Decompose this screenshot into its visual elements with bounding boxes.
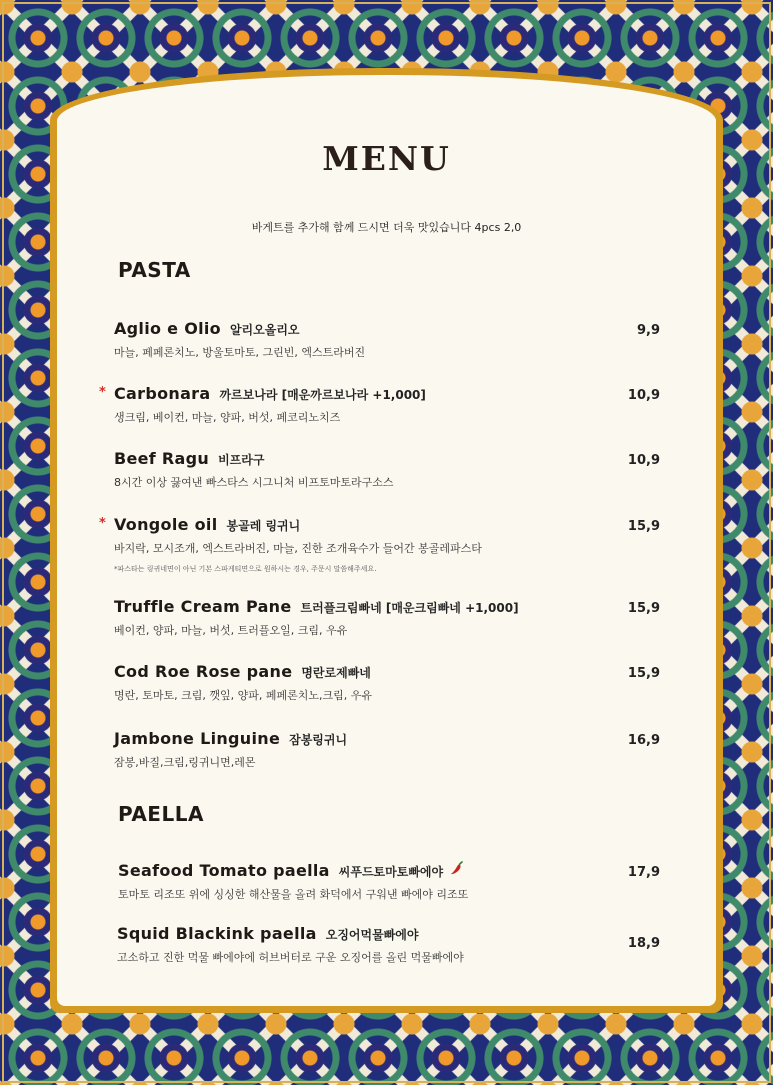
menu-item bbox=[118, 860, 660, 902]
section-title-paella: PAELLA bbox=[118, 802, 204, 826]
item-description: 8시간 이상 끓여낸 빠스타스 시그니처 비프토마토라구소스 bbox=[114, 476, 394, 489]
section-title-pasta: PASTA bbox=[118, 258, 191, 282]
item-price: 10,9 bbox=[627, 453, 660, 468]
menu-item bbox=[99, 515, 660, 574]
item-price: 9,9 bbox=[636, 323, 660, 338]
item-korean-name: 씨푸드토마토빠에야 bbox=[338, 865, 444, 879]
menu-item bbox=[114, 449, 660, 490]
item-name: Squid Blackink paella bbox=[117, 924, 317, 943]
item-korean-name: 봉골레 링귀니 bbox=[226, 519, 301, 533]
item-korean-name: 까르보나라 [매운까르보나라 +1,000] bbox=[219, 388, 426, 402]
item-korean-name: 알리오올리오 bbox=[229, 323, 300, 337]
item-description: 생크림, 베이컨, 마늘, 양파, 버섯, 페코리노치즈 bbox=[114, 411, 341, 424]
item-name: Aglio e Olio bbox=[114, 319, 221, 338]
page-title: MENU bbox=[322, 139, 451, 178]
item-description: 잠봉,바질,크림,링귀니면,레몬 bbox=[114, 756, 256, 769]
item-description: 베이컨, 양파, 마늘, 버섯, 트러플오일, 크림, 우유 bbox=[114, 624, 348, 637]
baguette-note: 바게트를 추가해 함께 드시면 더욱 맛있습니다 4pcs 2,0 bbox=[251, 221, 522, 234]
item-description: 토마토 리조또 위에 싱싱한 해산물을 올려 화덕에서 구워낸 빠에야 리조또 bbox=[118, 888, 469, 901]
item-korean-name: 명란로제빠네 bbox=[301, 666, 371, 680]
item-name: Vongole oil bbox=[114, 515, 218, 534]
signature-star-icon: * bbox=[99, 385, 106, 400]
signature-star-icon: * bbox=[99, 516, 106, 531]
item-price: 17,9 bbox=[627, 865, 660, 880]
menu-item bbox=[114, 662, 660, 703]
item-name: Beef Ragu bbox=[114, 449, 210, 468]
item-name: Seafood Tomato paella bbox=[118, 861, 330, 880]
item-name: Carbonara bbox=[114, 384, 211, 403]
item-description: 명란, 토마토, 크림, 깻잎, 양파, 페페론치노,크림, 우유 bbox=[114, 689, 372, 702]
item-description: 고소하고 진한 먹물 빠에야에 허브버터로 구운 오징어를 올린 먹물빠에야 bbox=[117, 951, 464, 964]
item-note: *파스타는 링귀네면이 아닌 기본 스파게티면으로 원하시는 경우, 주문시 말씀해주세요. bbox=[114, 565, 377, 573]
item-name: Truffle Cream Pane bbox=[114, 597, 292, 616]
item-name: Jambone Linguine bbox=[114, 729, 281, 748]
menu-frame bbox=[50, 68, 723, 1013]
item-price: 10,9 bbox=[627, 388, 660, 403]
item-description: 바지락, 모시조개, 엑스트라버진, 마늘, 진한 조개육수가 들어간 봉골레파스타 bbox=[114, 542, 482, 555]
item-price: 15,9 bbox=[627, 601, 660, 616]
item-korean-name: 비프라구 bbox=[218, 453, 265, 467]
chili-pepper-icon bbox=[449, 860, 465, 876]
item-korean-name: 오징어먹물빠에야 bbox=[325, 928, 419, 942]
menu-item bbox=[114, 597, 660, 638]
menu-item bbox=[99, 384, 660, 425]
menu-item bbox=[114, 319, 660, 360]
item-name: Cod Roe Rose pane bbox=[114, 662, 293, 681]
menu-item bbox=[117, 924, 660, 965]
item-description: 마늘, 페페론치노, 방울토마토, 그린빈, 엑스트라버진 bbox=[114, 346, 366, 359]
item-price: 18,9 bbox=[627, 936, 660, 951]
item-price: 15,9 bbox=[627, 666, 660, 681]
menu-item bbox=[114, 729, 660, 770]
item-price: 15,9 bbox=[627, 519, 660, 534]
item-korean-name: 트러플크림빠네 [매운크림빠네 +1,000] bbox=[300, 601, 519, 615]
item-korean-name: 잠봉링귀니 bbox=[289, 733, 348, 747]
item-price: 16,9 bbox=[627, 733, 660, 748]
menu-card bbox=[57, 75, 716, 1006]
